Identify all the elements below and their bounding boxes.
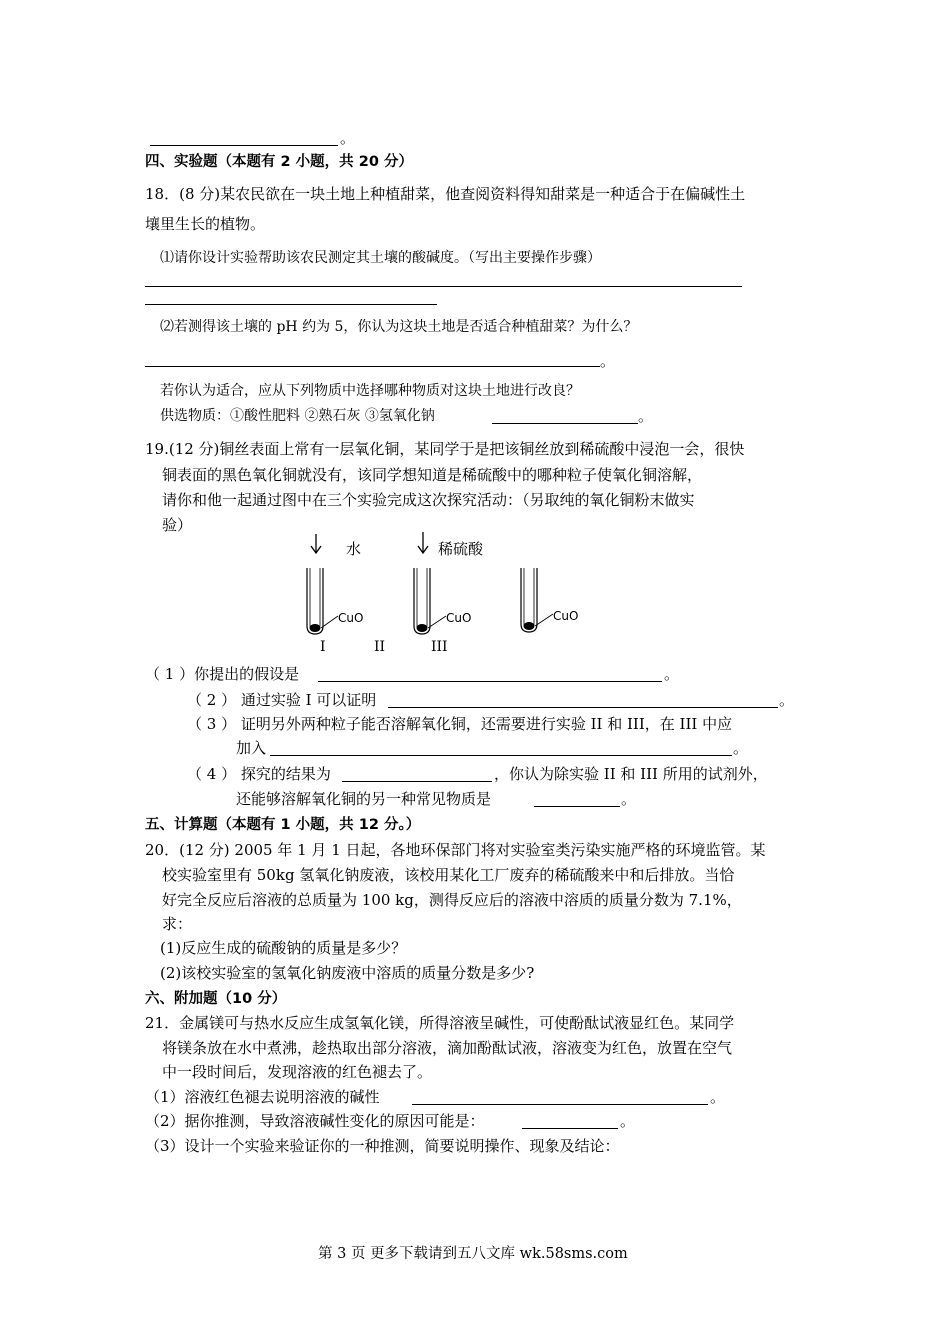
text-line: 。: [620, 1112, 636, 1130]
q21-line: 将镁条放在水中煮沸，趁热取出部分溶液，滴加酚酞试液，溶液变为红色，放置在空气: [162, 1039, 733, 1057]
q18-line: 18．(8 分)某农民欲在一块土地上种植甜菜，他查阅资料得知甜菜是一种适合于在偏碱性土: [145, 185, 746, 203]
q19-line: 19.(12 分)铜丝表面上常有一层氧化铜，某同学于是把该铜丝放到稀硫酸中浸泡一会，很快: [145, 440, 745, 458]
q21-part1: （1）溶液红色褪去说明溶液的碱性: [145, 1088, 380, 1106]
answer-blank: [412, 1089, 708, 1105]
answer-line: [145, 366, 600, 367]
q18-line: 壤里生长的植物。: [145, 215, 266, 233]
q20-part2: (2)该校实验室的氢氧化钠废液中溶质的质量分数是多少?: [160, 964, 535, 982]
answer-blank: [270, 740, 732, 756]
section-heading-4: 四、实验题（本题有 2 小题，共 20 分）: [145, 154, 413, 170]
q21-line: 中一段时间后，发现溶液的红色褪去了。: [162, 1063, 433, 1081]
q19-part3: （ 3 ） 证明另外两种粒子能否溶解氧化铜，还需要进行实验 II 和 III，在 III 中应: [187, 715, 733, 733]
q19-part4: 还能够溶解氧化铜的另一种常见物质是: [236, 790, 492, 808]
test-tube-1: [307, 568, 338, 634]
q19-part4: ，你认为除实验 II 和 III 所用的试剂外，: [494, 765, 768, 783]
answer-blank: [522, 1113, 618, 1129]
q20-part1: (1)反应生成的硫酸钠的质量是多少？: [160, 939, 407, 957]
tube-label: I: [320, 639, 326, 655]
tube-label: III: [431, 639, 448, 655]
text-line: 。: [621, 790, 637, 808]
answer-line: [145, 286, 742, 287]
answer-blank: [388, 692, 778, 708]
answer-blank: [318, 666, 662, 682]
label-cuo: CuO: [338, 611, 364, 625]
q18-part2: ⑵若测得该土壤的 pH 约为 5，你认为这块土地是否适合种植甜菜？为什么？: [160, 319, 638, 335]
section-heading-5: 五、计算题（本题有 1 小题，共 12 分。）: [145, 817, 421, 833]
q19-part2: （ 2 ） 通过实验 I 可以证明: [187, 691, 377, 709]
answer-blank: [492, 408, 638, 424]
q18-part1: ⑴请你设计实验帮助该农民测定其土壤的酸碱度。（写出主要操作步骤）: [160, 250, 601, 266]
q19-part1: （ 1 ）你提出的假设是: [145, 665, 300, 683]
answer-blank: [342, 766, 492, 782]
tube-label: II: [374, 639, 386, 655]
q19-part3: 加入: [236, 739, 267, 757]
q21-part2: （2）据你推测，导致溶液碱性变化的原因可能是：: [145, 1112, 485, 1130]
q19-part4: （ 4 ） 探究的结果为: [187, 765, 331, 783]
section-heading-6: 六、附加题（10 分）: [145, 991, 287, 1007]
label-acid: 稀硫酸: [438, 540, 484, 558]
text-line: 。: [638, 407, 654, 425]
label-cuo: CuO: [553, 609, 579, 623]
arrow-water: [311, 534, 321, 553]
text-line: 。: [779, 691, 795, 709]
arrow-acid: [418, 532, 428, 553]
answer-line: [145, 304, 437, 305]
q21-line: 21．金属镁可与热水反应生成氢氧化镁，所得溶液呈碱性，可使酚酞试液显红色。某同学: [145, 1014, 735, 1032]
q20-line: 20．(12 分) 2005 年 1 月 1 日起，各地环保部门将对实验室类污染实施严格的环境监管。某: [145, 841, 766, 859]
test-tube-2: [414, 568, 446, 634]
q20-line: 校实验室里有 50kg 氢氧化钠废液，该校用某化工厂废弃的稀硫酸来中和后排放。当恰: [162, 866, 735, 884]
page-footer: 第 3 页 更多下载请到五八文库 wk.58sms.com: [318, 1246, 628, 1262]
text-line: 。: [600, 352, 616, 370]
q18-part3: 若你认为适合，应从下列物质中选择哪种物质对这块土地进行改良？: [160, 383, 580, 399]
q20-line: 好完全反应后溶液的总质量为 100 kg，测得反应后的溶液中溶质的质量分数为 7.1%，: [162, 891, 742, 909]
q19-line: 验）: [162, 516, 193, 534]
label-water: 水: [346, 540, 362, 558]
text-line: 。: [340, 129, 356, 147]
q19-line: 铜表面的黑色氧化铜就没有，该同学想知道是稀硫酸中的哪种粒子使氧化铜溶解，: [162, 466, 703, 484]
text-line: 。: [710, 1088, 726, 1106]
test-tube-3: [521, 568, 553, 632]
q19-line: 请你和他一起通过图中在三个实验完成这次探究活动：（另取纯的氧化铜粉末做实: [162, 491, 695, 509]
q18-part4: 供选物质：①酸性肥料 ②熟石灰 ③氢氧化钠: [160, 408, 435, 424]
text-line: 。: [664, 665, 680, 683]
answer-blank: [534, 791, 620, 807]
label-cuo: CuO: [446, 611, 472, 625]
q21-part3: （3）设计一个实验来验证你的一种推测，简要说明操作、现象及结论：: [145, 1137, 620, 1155]
q20-line: 求：: [162, 915, 193, 933]
text-line: 。: [733, 739, 749, 757]
answer-blank: [150, 130, 338, 146]
